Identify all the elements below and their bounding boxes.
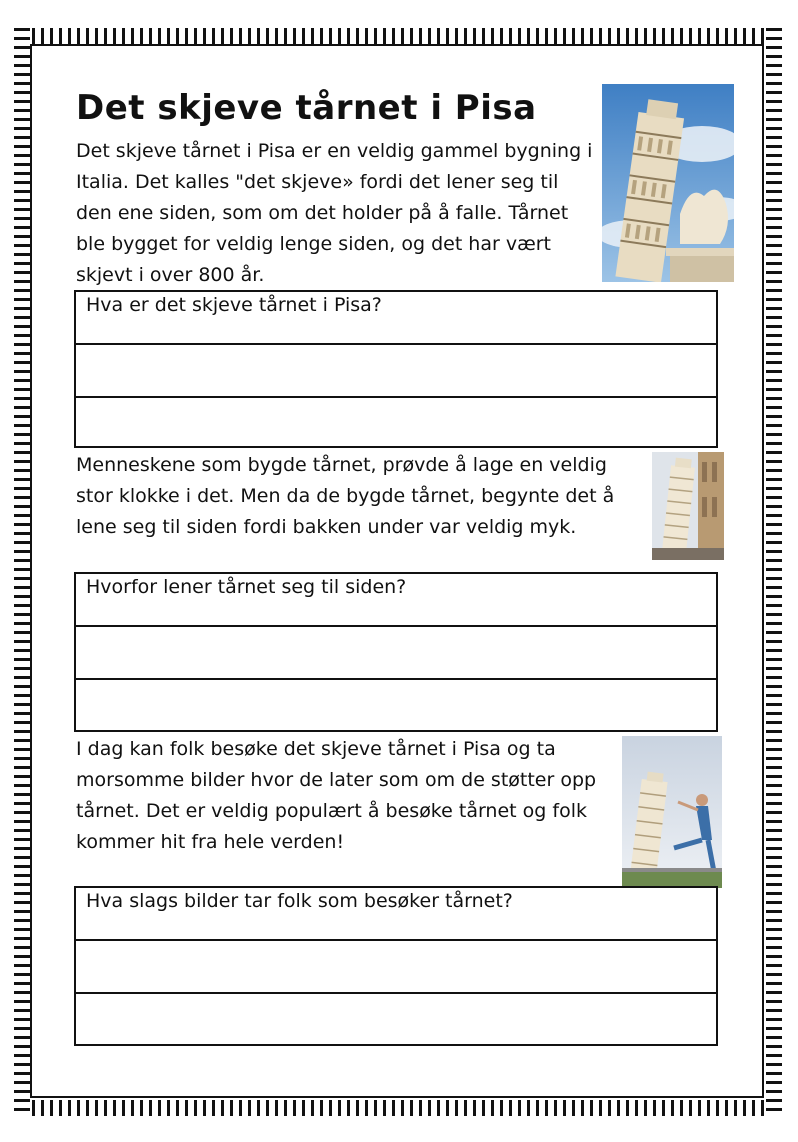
question-box-3 <box>74 886 718 1046</box>
border-left <box>14 28 30 1116</box>
answer-line[interactable] <box>76 680 716 733</box>
paragraph-today: I dag kan folk besøke det skjeve tårnet i Pisa og ta morsomme bilder hvor de later som om de støtter opp tårnet. Det er veldig populært å besøke tårnet og folk kommer hit fra hele verden! <box>76 738 597 853</box>
border-bottom <box>14 1100 782 1116</box>
answer-line[interactable] <box>76 994 716 1047</box>
leaning-tower-street-photo <box>652 452 724 560</box>
paragraph-intro: Det skjeve tårnet i Pisa er en veldig gammel bygning i Italia. Det kalles "det skjeve» fordi det lener seg til den ene siden, som om det holder på å falle. Tårnet ble bygget for veldig lenge siden, og det har vært skjevt i over 800 år. <box>76 140 593 286</box>
border-right <box>766 28 782 1116</box>
paragraph-history: Menneskene som bygde tårnet, prøvde å lage en veldig stor klokke i det. Men da de bygde tårnet, begynte det å lene seg til siden fordi bakken under var veldig myk. <box>76 454 615 538</box>
question-box-1 <box>74 290 718 448</box>
question-2: Hvorfor lener tårnet seg til siden? <box>76 574 716 627</box>
answer-line[interactable] <box>76 941 716 994</box>
answer-line[interactable] <box>76 627 716 680</box>
answer-line[interactable] <box>76 398 716 451</box>
page-title: Det skjeve tårnet i Pisa <box>76 88 537 128</box>
border-top <box>14 28 782 44</box>
tourist-pose-photo <box>622 736 722 888</box>
question-3: Hva slags bilder tar folk som besøker tårnet? <box>76 888 716 941</box>
question-1: Hva er det skjeve tårnet i Pisa? <box>76 292 716 345</box>
answer-line[interactable] <box>76 345 716 398</box>
question-box-2 <box>74 572 718 732</box>
leaning-tower-statue-photo <box>602 84 734 282</box>
